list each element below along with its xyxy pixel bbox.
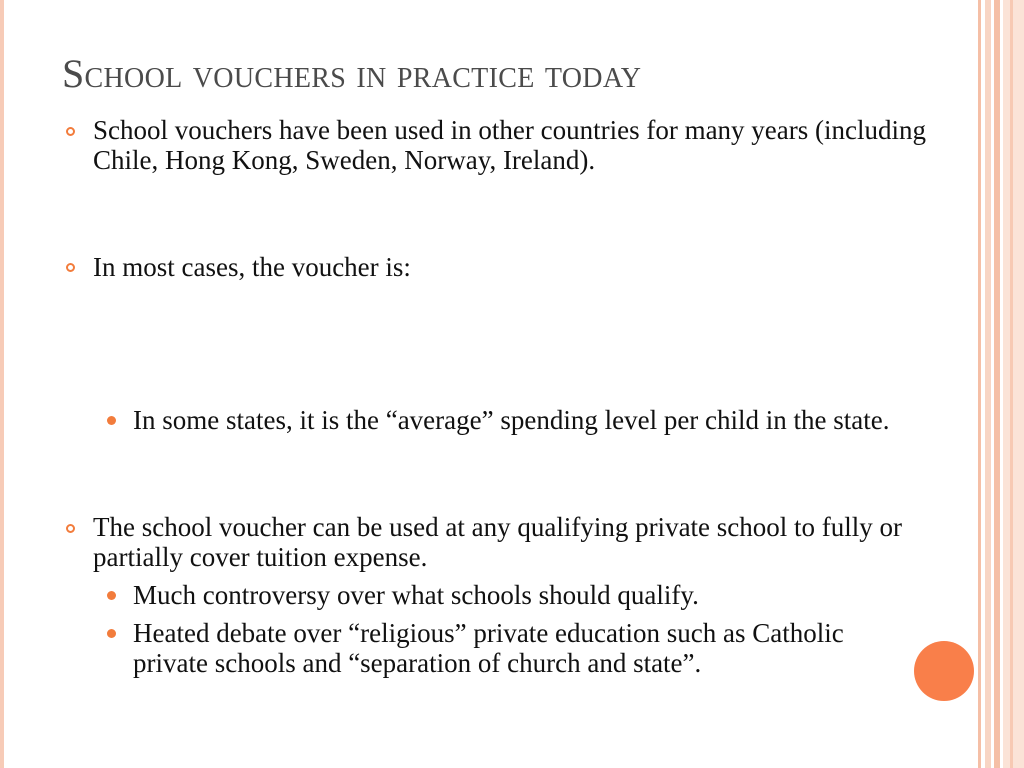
ring-bullet-icon: [66, 524, 75, 533]
dot-bullet-icon: [107, 416, 116, 425]
right-stripe: [985, 0, 991, 768]
dot-bullet-icon: [107, 591, 116, 600]
sub-bullet-item: Heated debate over “religious” private education such as Catholic private schools and “separation of church and state”.: [133, 618, 844, 678]
right-stripe: [1010, 0, 1013, 768]
decorative-circle: [914, 641, 974, 701]
bullet-item: In most cases, the voucher is:: [93, 252, 411, 282]
sub-bullet-item: Much controversy over what schools should qualify.: [133, 580, 699, 610]
ring-bullet-icon: [66, 127, 75, 136]
dot-bullet-icon: [107, 629, 116, 638]
sub-bullet-item: In some states, it is the “average” spending level per child in the state.: [133, 405, 890, 435]
left-border: [0, 0, 4, 768]
right-stripe: [1003, 0, 1024, 768]
right-stripe: [978, 0, 981, 768]
bullet-item: The school voucher can be used at any qualifying private school to fully or partially cover tuition expense.: [93, 512, 903, 572]
right-stripe: [994, 0, 1000, 768]
bullet-item: School vouchers have been used in other countries for many years (including Chile, Hong Kong, Sweden, Norway, Ireland).: [93, 115, 927, 175]
ring-bullet-icon: [66, 263, 75, 272]
slide-title: School vouchers in practice today: [62, 51, 642, 96]
